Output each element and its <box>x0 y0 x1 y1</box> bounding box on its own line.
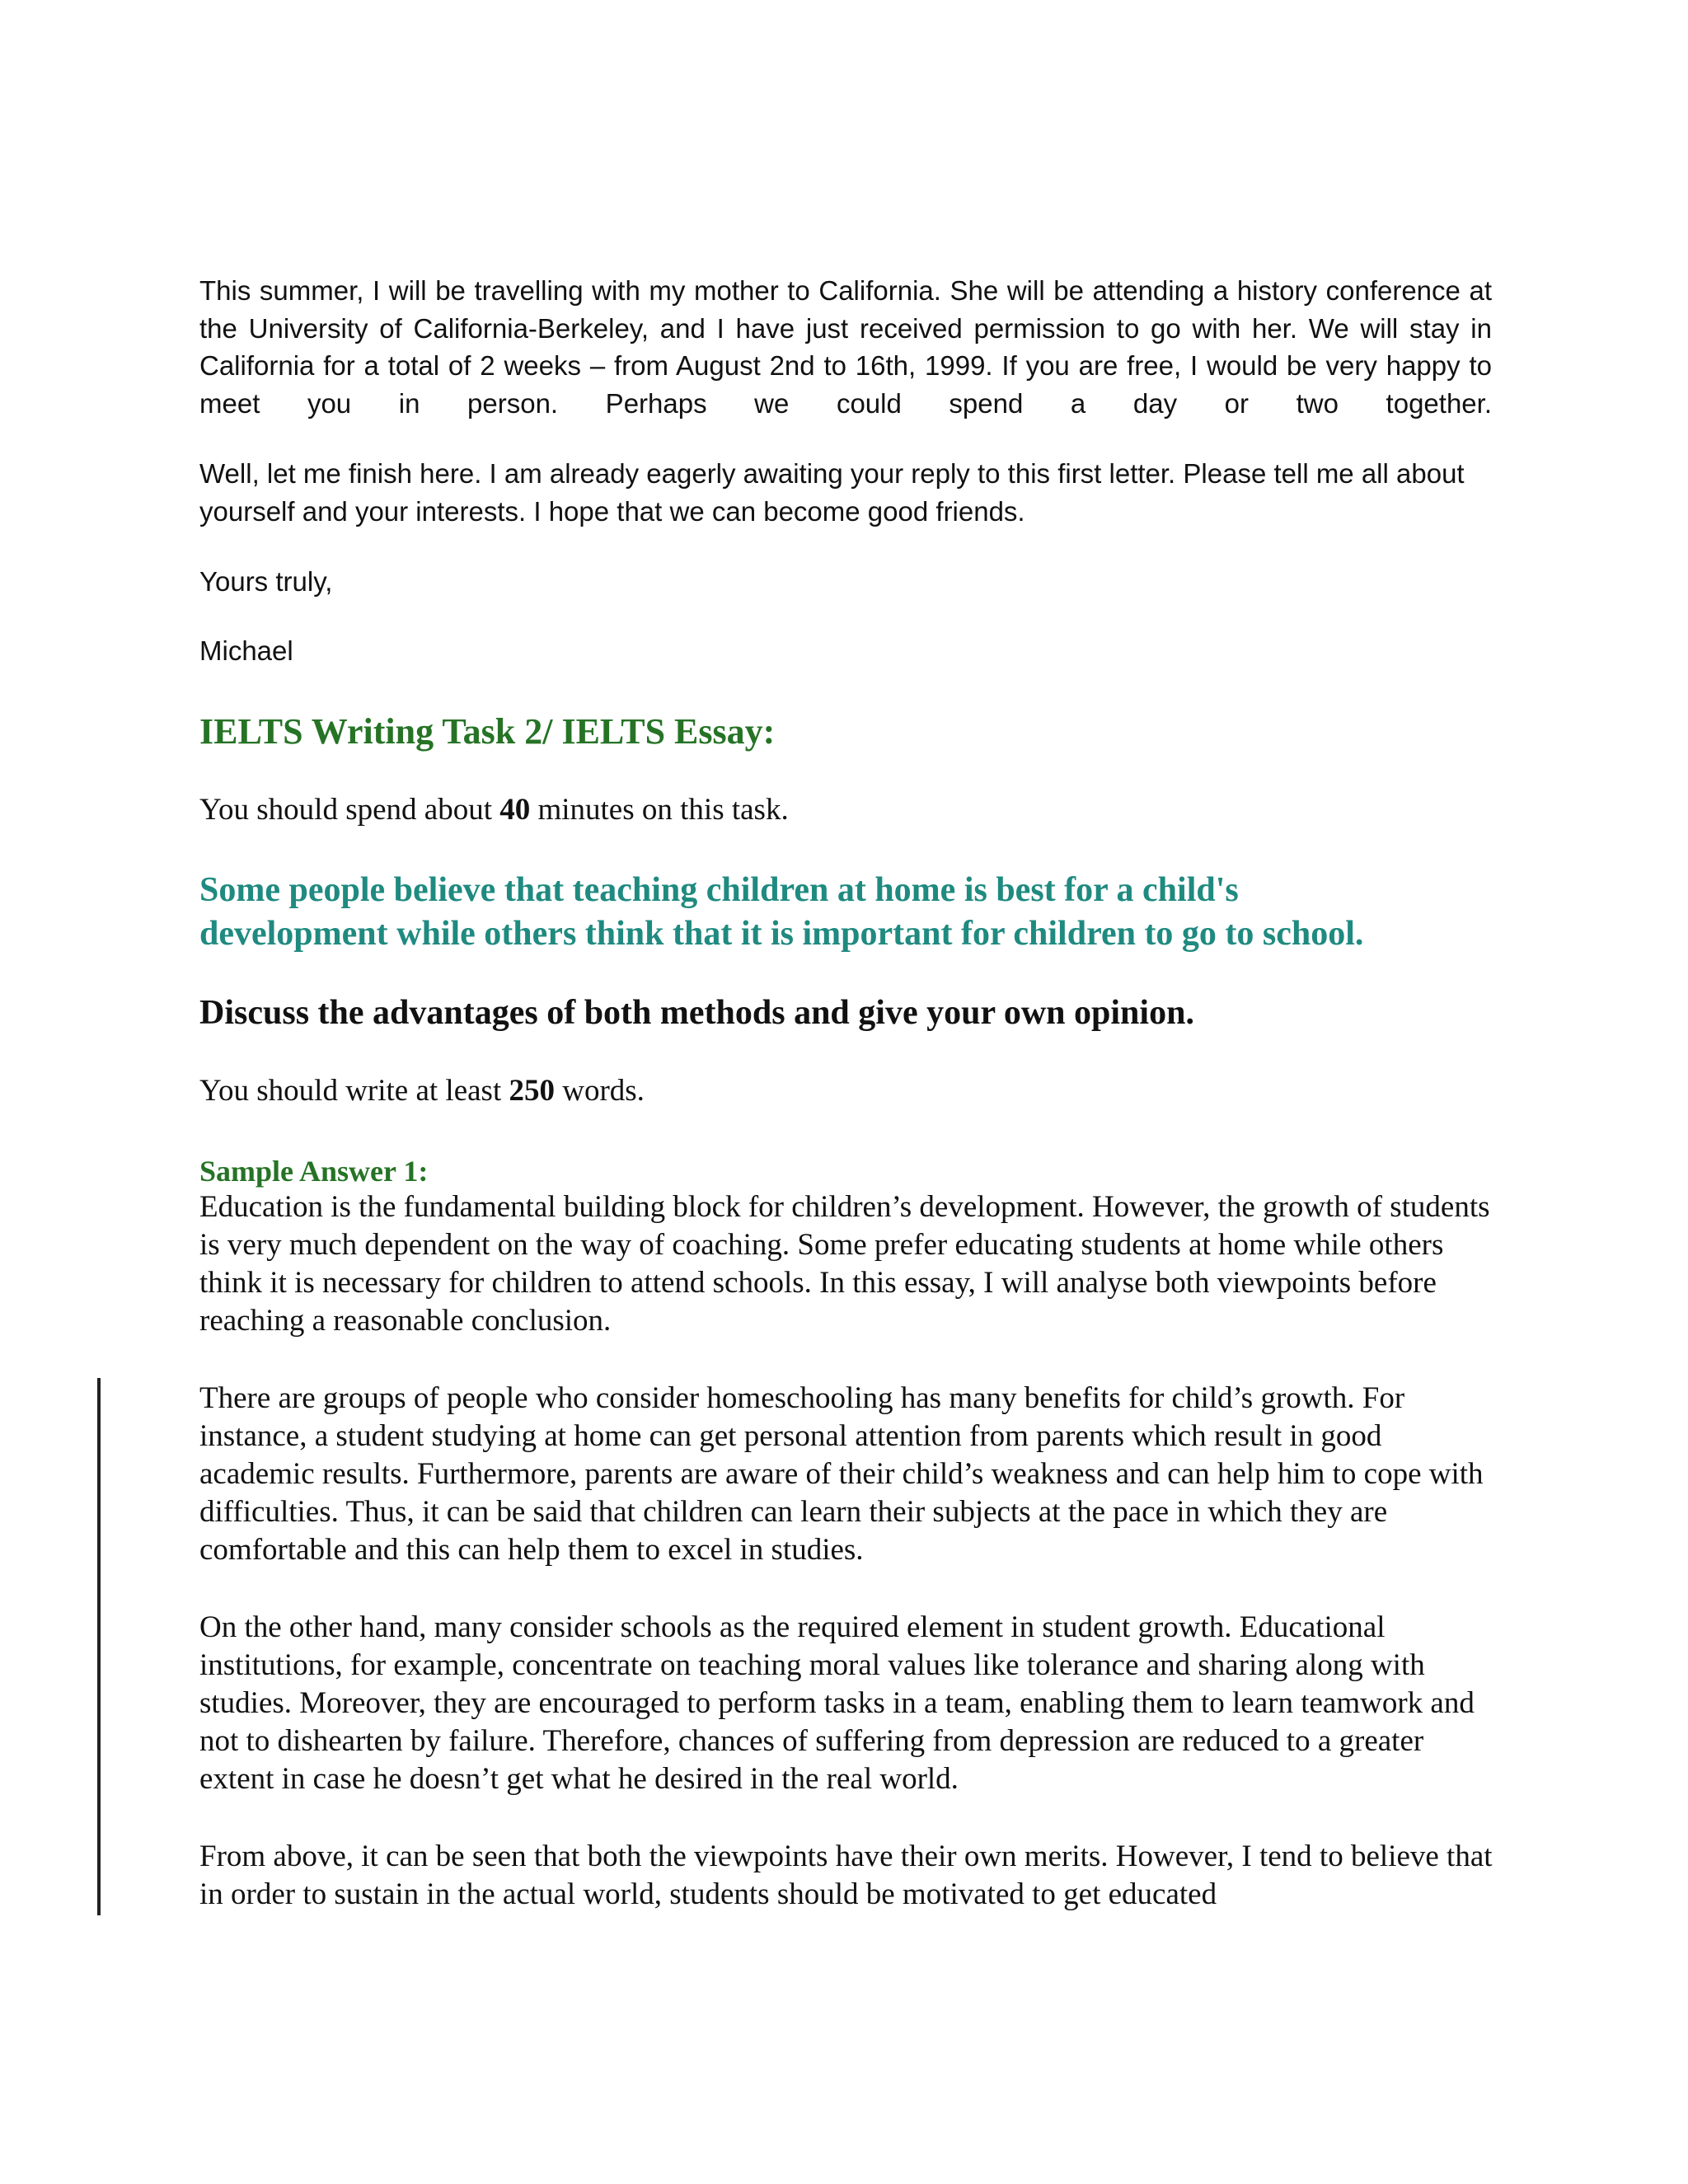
sample-paragraph-3: On the other hand, many consider schools as the required element in student growth. Educational institutions, for example, concentrate on teaching moral values like tolerance and sharing along with studies. Moreover, they are encouraged to perform tasks in a team, enabling them to learn teamwork and not to dishearten by failure. Therefore, chances of suffering from depression are reduced to a greater extent in case he doesn’t get what he desired in the real world. <box>199 1610 1475 1796</box>
essay-question <box>199 869 1584 956</box>
letter-signature: Michael <box>199 635 293 666</box>
time-instruction <box>199 792 789 827</box>
sample-paragraph-1: Education is the fundamental building block for children’s development. However, the growth of students is very much dependent on the way of coaching. Some prefer educating students at home while others think it is necessary for children to attend schools. In this essay, I will analyse both viewpoints before reaching a reasonable conclusion. <box>199 1190 1490 1338</box>
time-value: 40 <box>499 793 531 827</box>
letter-paragraph-1: This summer, I will be travelling with my mother to California. She will be attending a history conference at the University of California-Berkeley, and I have just received permission to go with her. We will stay in California for a total of 2 weeks – from August 2nd to 16th, 1999. If you are free, I would be very happy to meet you in person. Perhaps we could spend a day or two together. <box>199 275 1492 419</box>
words-value: 250 <box>509 1074 555 1108</box>
sample-paragraph-4: From above, it can be seen that both the viewpoints have their own merits. However, I tend to believe that in order to sustain in the actual world, students should be motivated to get educated <box>199 1840 1493 1911</box>
word-count-instruction <box>199 1073 645 1108</box>
letter-paragraph-2: Well, let me finish here. I am already eagerly awaiting your reply to this first letter. Please tell me all about yourself and your interests. I hope that we can become good friends. <box>199 458 1465 527</box>
question-line-1: Some people believe that teaching children at home is best for a child's <box>199 871 1239 909</box>
task-heading: IELTS Writing Task 2/ IELTS Essay: <box>199 711 776 752</box>
letter-closing: Yours truly, <box>199 566 333 597</box>
sample-answer-label: Sample Answer 1: <box>199 1155 429 1188</box>
discuss-instruction: Discuss the advantages of both methods and give your own opinion. <box>199 994 1194 1032</box>
margin-change-bar <box>97 1378 101 1915</box>
time-prefix: You should spend about <box>199 793 500 827</box>
time-suffix: minutes on this task. <box>530 793 789 827</box>
words-prefix: You should write at least <box>199 1074 509 1108</box>
question-line-2: development while others think that it is important for children to go to school. <box>199 915 1364 953</box>
sample-paragraph-2: There are groups of people who consider homeschooling has many benefits for child’s growth. For instance, a student studying at home can get personal attention from parents which result in good academic results. Furthermore, parents are aware of their child’s weakness and can help him to cope with difficulties. Thus, it can be said that children can learn their subjects at the pace in which they are comfortable and this can help them to excel in studies. <box>199 1381 1484 1567</box>
words-suffix: words. <box>554 1074 645 1108</box>
